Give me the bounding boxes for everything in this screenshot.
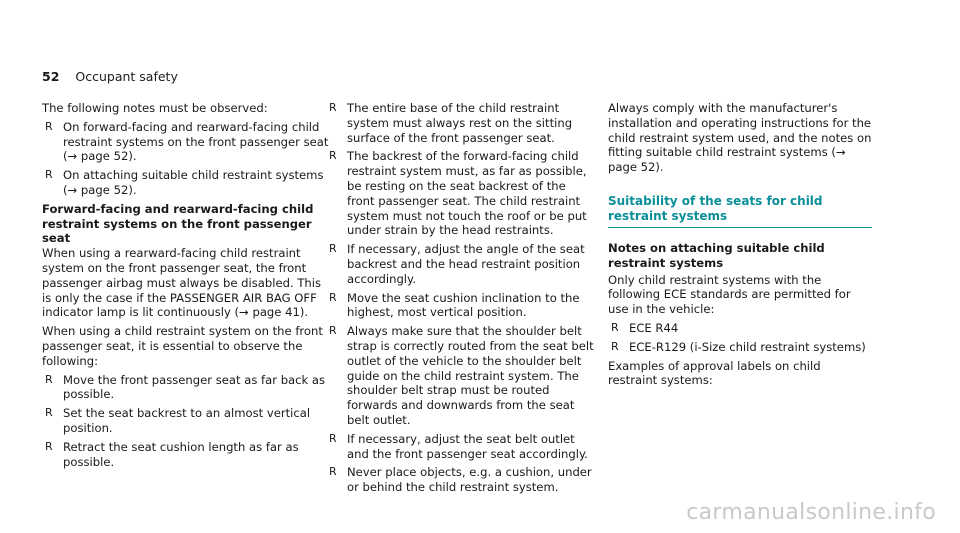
- bullet-icon: R: [45, 119, 53, 133]
- list-item: [608, 321, 872, 336]
- list-item-text: If necessary, adjust the seat belt outlet and the front passenger seat accordingly.: [347, 431, 588, 461]
- list-item-text: Always make sure that the shoulder belt strap is correctly routed from the seat belt outlet of the vehicle to the shoulder belt guide on the child restraint system. The shoulder belt strap must be routed forwards and downwards from the seat belt outlet.: [347, 324, 594, 427]
- list-item-text: ECE R44: [629, 320, 679, 335]
- bullet-icon: R: [45, 168, 53, 182]
- paragraph: When using a rearward-facing child restraint system on the front passenger seat, the front passenger airbag must always be disabled. This is only the case if the PASSENGER AIR BAG OFF indicator lamp is lit continuously (→ page 41).: [42, 246, 322, 320]
- list-item-text: Never place objects, e.g. a cushion, under or behind the child restraint system.: [347, 465, 592, 495]
- bullet-icon: R: [329, 101, 337, 114]
- intro-text: The following notes must be observed:: [42, 101, 268, 115]
- column-left: [42, 101, 332, 473]
- list-item-text: Retract the seat cushion length as far as possible.: [63, 439, 299, 469]
- list-item-text: Set the seat backrest to an almost vertical position.: [63, 406, 311, 435]
- bullet-icon: R: [329, 242, 337, 256]
- page-number: 52: [42, 69, 60, 84]
- list-item: [326, 101, 596, 145]
- bullet-icon: R: [45, 439, 53, 453]
- bullet-icon: R: [45, 406, 53, 420]
- bullet-icon: R: [329, 290, 337, 304]
- bullet-icon: R: [45, 372, 53, 386]
- subsection-heading: Notes on attaching suitable child restraint systems: [608, 240, 825, 270]
- column-middle: [326, 101, 596, 499]
- bullet-icon: R: [329, 324, 337, 338]
- list-item-text: If necessary, adjust the angle of the seat backrest and the head restraint position accordingly.: [347, 242, 585, 286]
- bullet-icon: R: [329, 149, 337, 163]
- list-item: [326, 324, 596, 428]
- list-item-text: On attaching suitable child restraint systems (→ page 52).: [63, 168, 324, 197]
- paragraph: When using a child restraint system on the front passenger seat, it is essential to observe the following:: [42, 324, 323, 368]
- list-item: [326, 242, 596, 286]
- bullet-icon: R: [329, 431, 337, 445]
- section-title: Suitability of the seats for child restraint systems: [608, 194, 872, 228]
- list-item: [326, 432, 596, 462]
- list-item-text: Move the seat cushion inclination to the highest, most vertical position.: [347, 290, 580, 320]
- list-item: [608, 340, 872, 355]
- list-item-text: On forward-facing and rearward-facing child restraint systems on the front passenger seat (→ page 52).: [63, 119, 329, 164]
- list-item: [326, 149, 596, 238]
- list-item: [42, 373, 332, 403]
- column-right: [608, 101, 872, 392]
- list-item: [42, 120, 332, 164]
- paragraph: Always comply with the manufacturer's installation and operating instructions for the child restraint system used, and the notes on fitting suitable child restraint systems (→ page 52).: [608, 101, 872, 175]
- list-item-text: The backrest of the forward-facing child restraint system must, as far as possible, be resting on the seat backrest of the front passenger seat. The child restraint system must not touch the roof or be put under strain by the head restraints.: [347, 149, 587, 238]
- list-item-text: Move the front passenger seat as far back as possible.: [63, 372, 326, 402]
- list-item-text: ECE-R129 (i-Size child restraint systems): [629, 339, 866, 354]
- list-item-text: The entire base of the child restraint system must always rest on the sitting surface of the front passenger seat.: [347, 101, 573, 145]
- bullet-icon: R: [329, 465, 337, 479]
- list-item: [42, 168, 332, 198]
- bullet-icon: R: [611, 320, 619, 334]
- list-item: [42, 406, 332, 436]
- bullet-icon: R: [611, 339, 619, 353]
- paragraph: Only child restraint systems with the following ECE standards are permitted for use in the vehicle:: [608, 272, 851, 317]
- list-item: [326, 291, 596, 321]
- list-item: [42, 440, 332, 470]
- page-header: [42, 70, 178, 84]
- watermark: carmanualsonline.info: [686, 500, 936, 525]
- section-name: Occupant safety: [75, 69, 178, 84]
- paragraph: Examples of approval labels on child restraint systems:: [608, 358, 821, 388]
- list-item: [326, 465, 596, 495]
- subsection-heading: Forward-facing and rearward-facing child restraint systems on the front passenger seat: [42, 201, 314, 246]
